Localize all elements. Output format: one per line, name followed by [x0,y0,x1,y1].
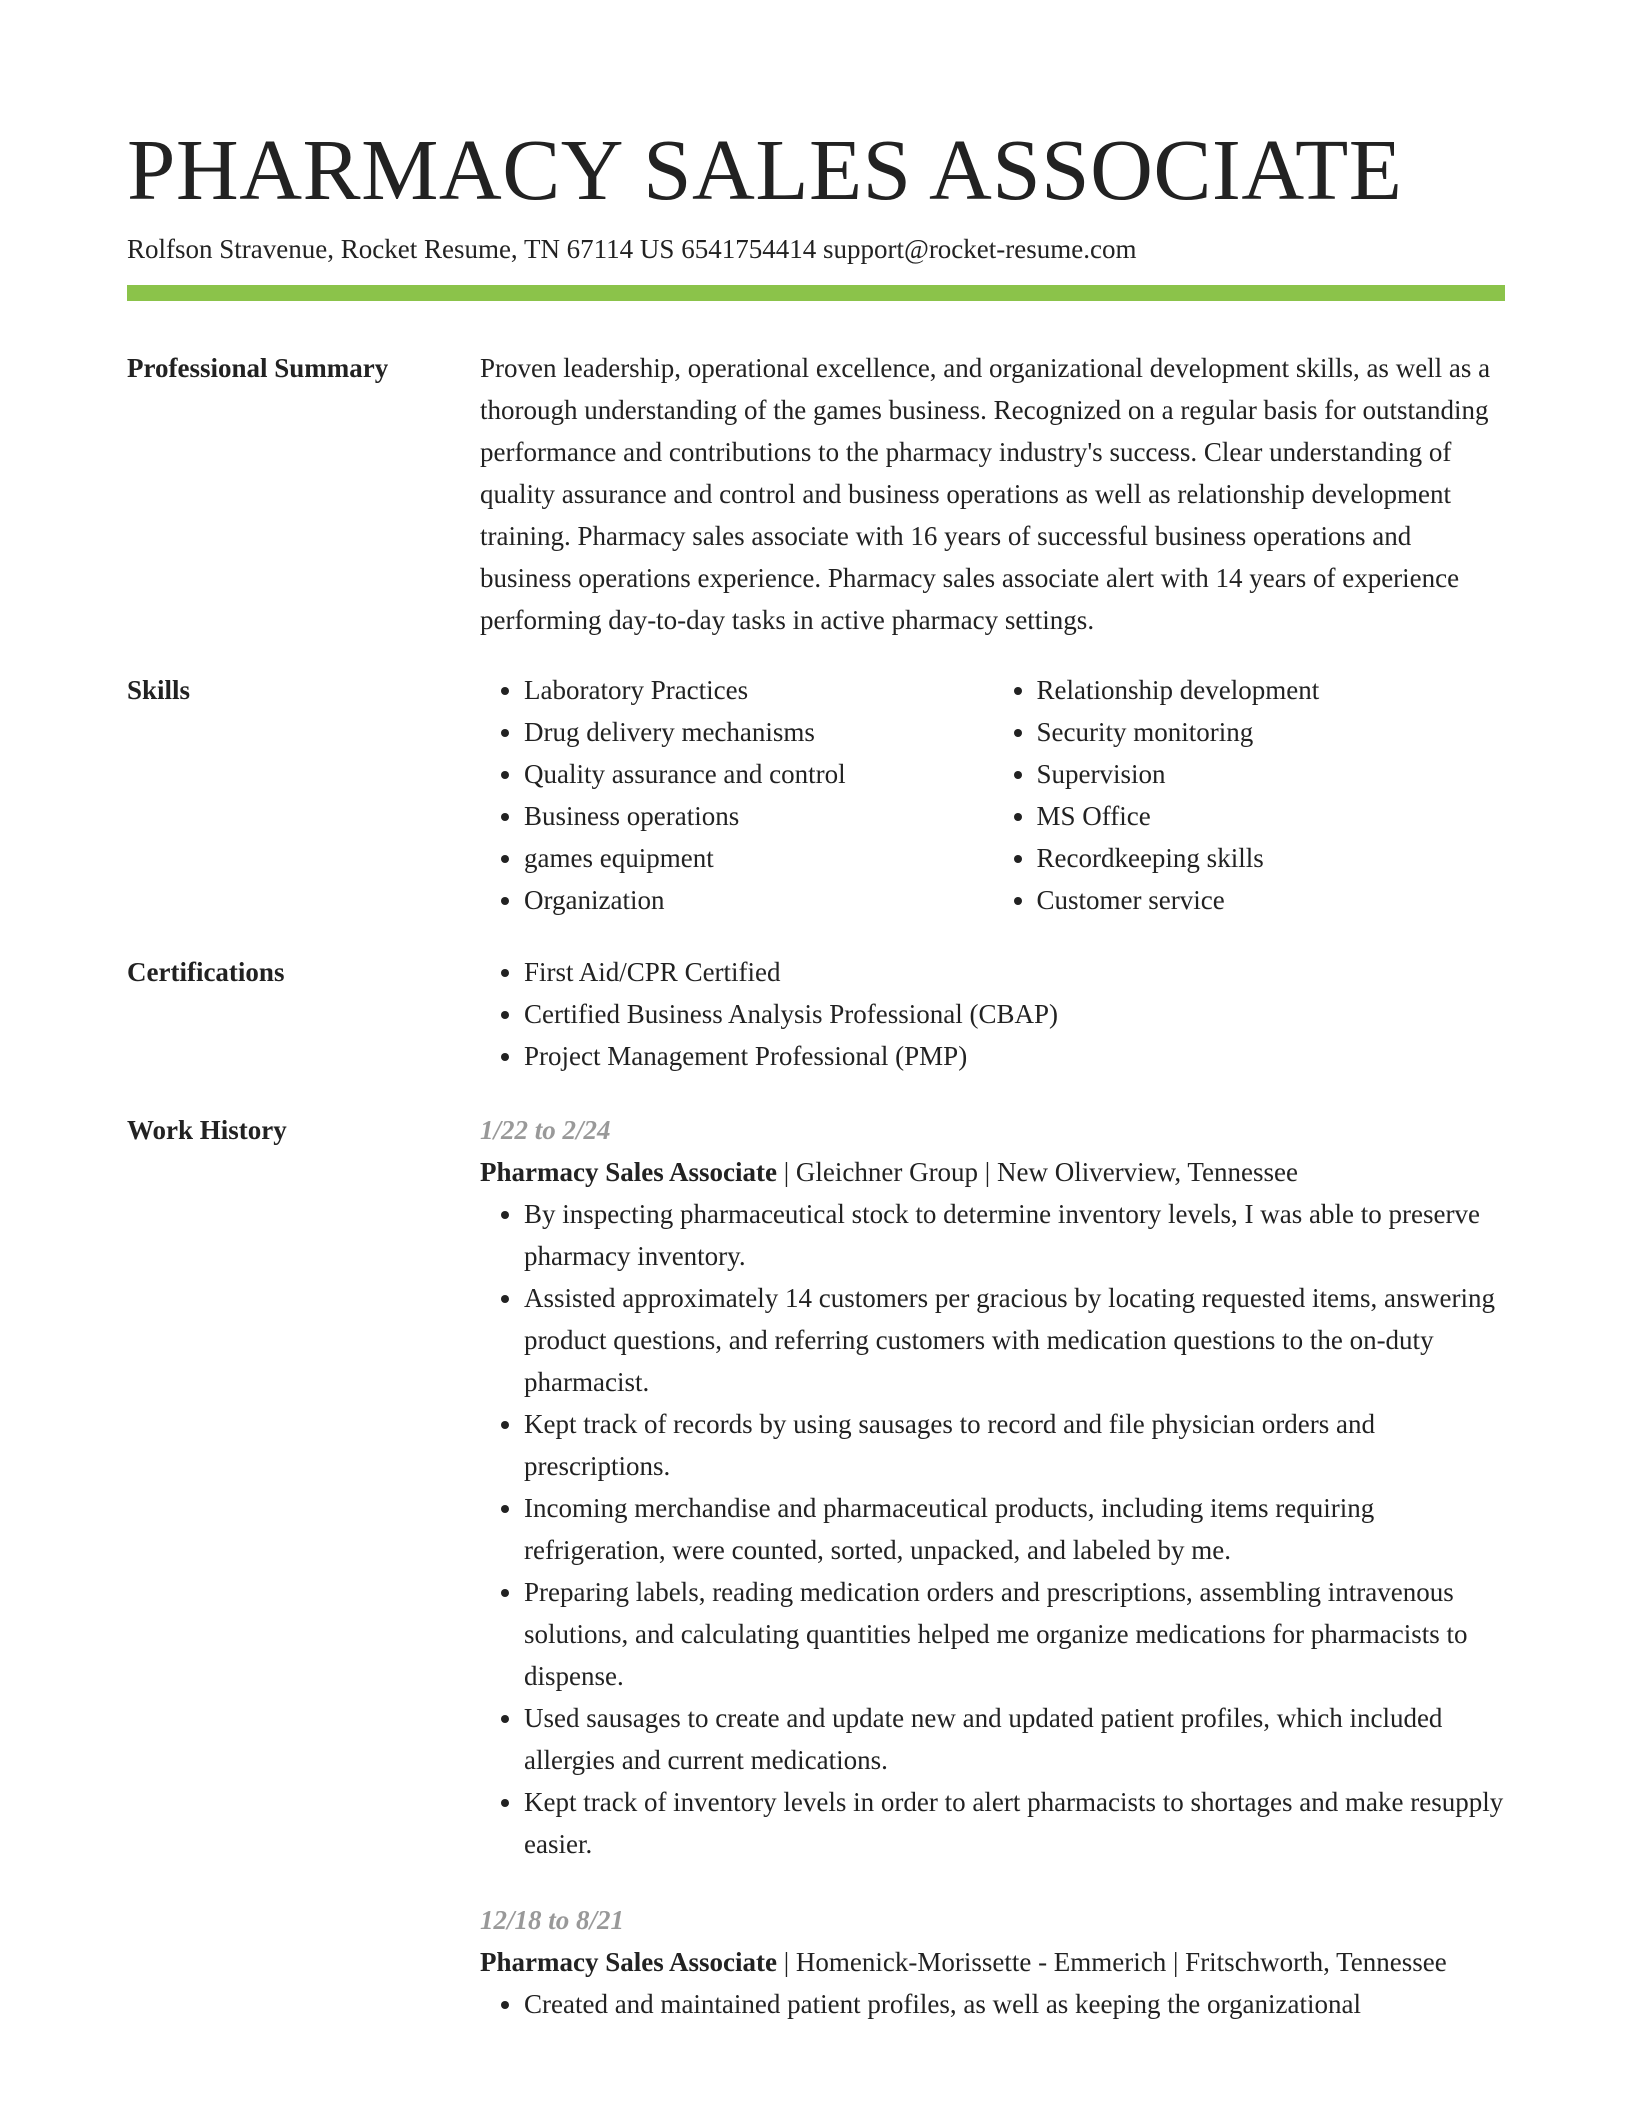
job-details: | Homenick-Morissette - Emmerich | Fritschworth, Tennessee [776,1947,1447,1977]
summary-content [480,347,1505,641]
job-bullet: • Kept track of records by using sausages to record and file physician orders and prescriptions. [524,1403,1505,1487]
work-history-label: Work History [127,1115,287,1145]
job-date: 12/18 to 8/21 [480,1905,625,1935]
certification-item: • Project Management Professional (PMP) [524,1035,1505,1077]
job-entry [480,1899,1505,2025]
skill-item: • Drug delivery mechanisms [524,711,993,753]
skill-item: • Laboratory Practices [524,669,993,711]
work-history-content [480,1109,1505,2059]
skill-item: • Quality assurance and control [524,753,993,795]
accent-divider [127,285,1505,301]
job-title-line [480,1151,1505,1193]
skill-item: • Supervision [1037,753,1506,795]
job-role: Pharmacy Sales Associate [480,1157,777,1187]
job-bullet: • By inspecting pharmaceutical stock to determine inventory levels, I was able to preserve pharmacy inventory. [524,1193,1505,1277]
skills-column-2 [993,669,1506,921]
skills-column-1 [480,669,993,921]
job-bullet: • Preparing labels, reading medication orders and prescriptions, assembling intravenous solutions, and calculating quantities helped me organize medications for pharmacists to dispense. [524,1571,1505,1697]
skill-item: • MS Office [1037,795,1506,837]
skill-item: • Customer service [1037,879,1506,921]
job-bullets [480,1983,1505,2025]
resume-title: PHARMACY SALES ASSOCIATE [127,121,1403,218]
summary-label: Professional Summary [127,353,389,383]
skills-content [480,669,1505,921]
skill-item: • Security monitoring [1037,711,1506,753]
job-title-line [480,1941,1505,1983]
job-bullet: • Created and maintained patient profiles, as well as keeping the organizational [524,1983,1505,2025]
skills-label: Skills [127,675,191,705]
job-details: | Gleichner Group | New Oliverview, Tennessee [776,1157,1298,1187]
certifications-content [480,951,1505,1077]
job-bullet: • Used sausages to create and update new and updated patient profiles, which included allergies and current medications. [524,1697,1505,1781]
certifications-list [480,951,1505,1077]
summary-text: Proven leadership, operational excellence, and organizational development skills, as well as a thorough understanding of the games business. Recognized on a regular basis for outstanding performance and contributions to the pharmacy industry's success. Clear understanding of quality assurance and control and business operations as well as relationship development training. Pharmacy sales associate with 16 years of successful business operations and business operations experience. Pharmacy sales associate alert with 14 years of experience performing day-to-day tasks in active pharmacy settings. [480,353,1491,635]
certification-item: • First Aid/CPR Certified [524,951,1505,993]
job-bullet: • Kept track of inventory levels in order to alert pharmacists to shortages and make resupply easier. [524,1781,1505,1865]
skill-item: • Recordkeeping skills [1037,837,1506,879]
skill-item: • games equipment [524,837,993,879]
job-entry [480,1109,1505,1865]
contact-line: Rolfson Stravenue, Rocket Resume, TN 67114 US 6541754414 support@rocket-resume.com [127,234,1137,264]
job-bullet: • Assisted approximately 14 customers per gracious by locating requested items, answering product questions, and referring customers with medication questions to the on-duty pharmacist. [524,1277,1505,1403]
skill-item: • Organization [524,879,993,921]
job-role: Pharmacy Sales Associate [480,1947,777,1977]
skill-item: • Business operations [524,795,993,837]
skill-item: • Relationship development [1037,669,1506,711]
job-bullets [480,1193,1505,1865]
certification-item: • Certified Business Analysis Professional (CBAP) [524,993,1505,1035]
skills-grid [480,669,1505,921]
certifications-label: Certifications [127,957,285,987]
job-bullet: • Incoming merchandise and pharmaceutical products, including items requiring refrigeration, were counted, sorted, unpacked, and labeled by me. [524,1487,1505,1571]
job-date: 1/22 to 2/24 [480,1115,611,1145]
